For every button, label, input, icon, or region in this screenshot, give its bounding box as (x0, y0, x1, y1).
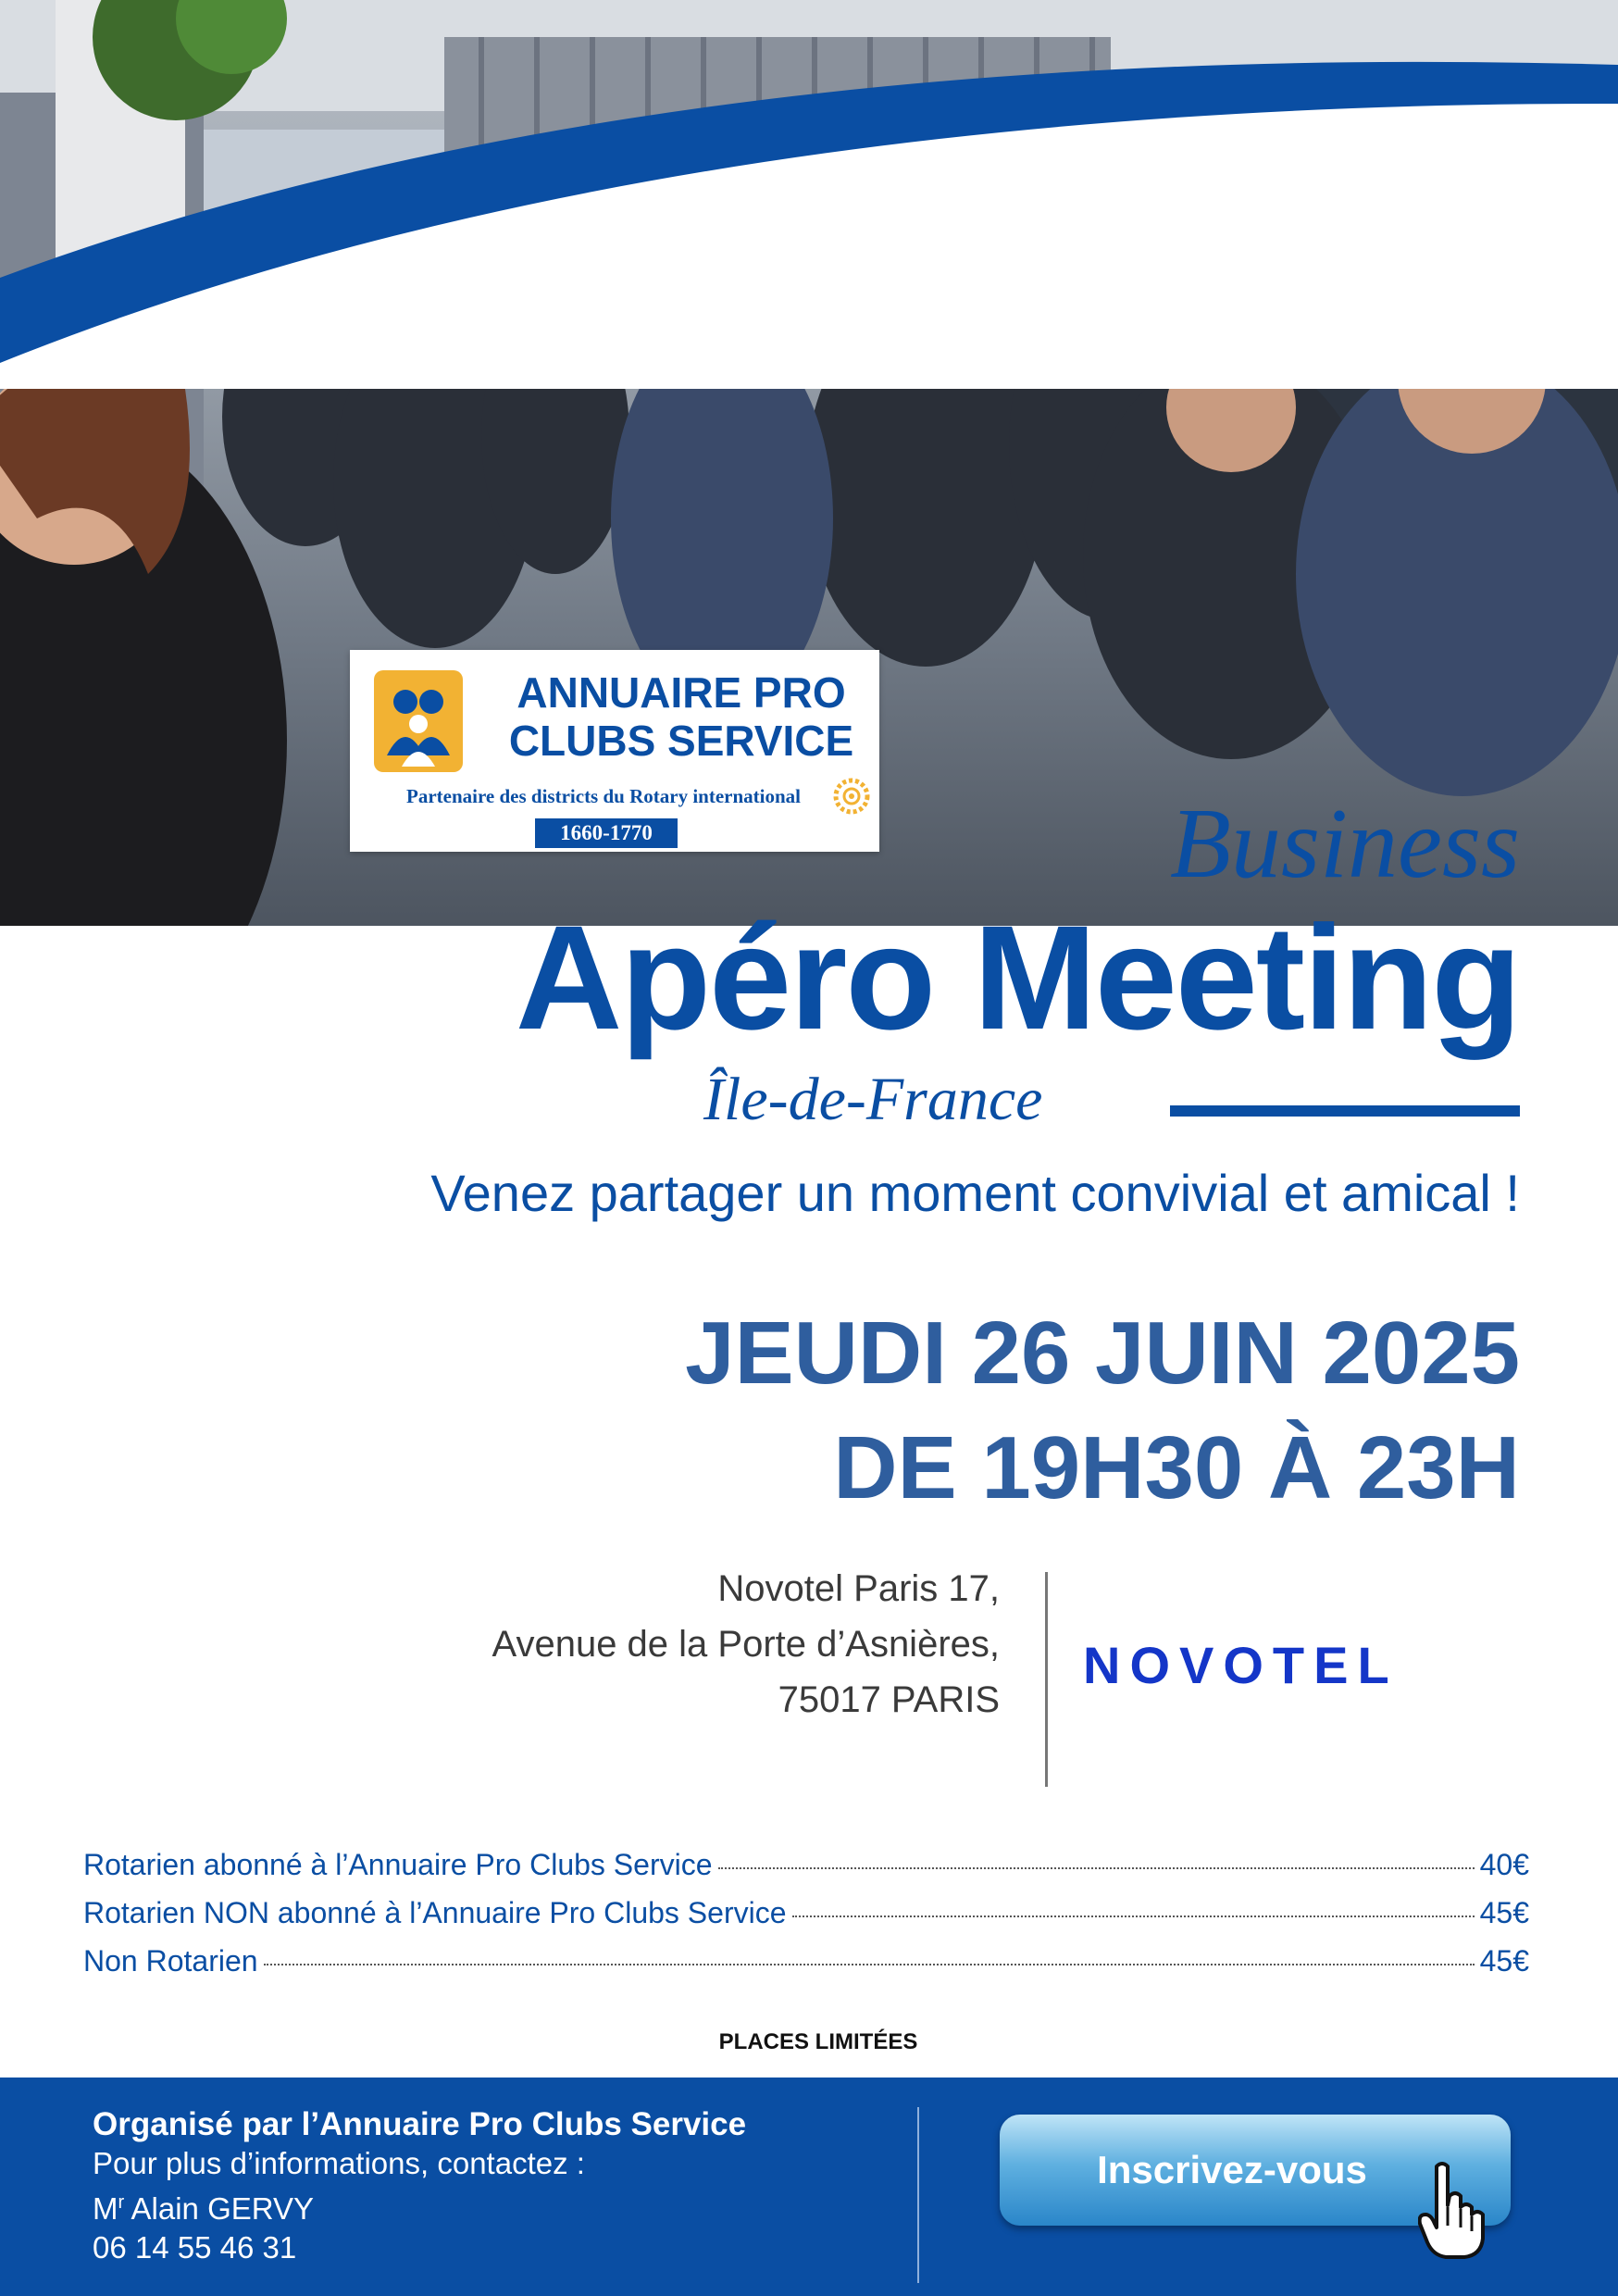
logo-title: ANNUAIRE PRO CLUBS SERVICE (508, 668, 854, 765)
headline-region: Île-de-France (703, 1066, 1043, 1133)
price-value: 45€ (1479, 1944, 1529, 1978)
headline-title: Apéro Meeting (515, 894, 1520, 1060)
headline-kicker: Business (1170, 789, 1520, 899)
logo-years-badge: 1660-1770 (535, 818, 678, 848)
headline-rule (1170, 1105, 1520, 1117)
header-wave (0, 0, 1618, 389)
footer-organizer: Organisé par l’Annuaire Pro Clubs Service (93, 2106, 747, 2142)
venue-line-2: Avenue de la Porte d’Asnières, (492, 1624, 1000, 1665)
annuaire-logo (350, 650, 879, 852)
price-leader (264, 1964, 1475, 1965)
price-list (83, 1848, 1529, 1992)
event-date-time: DE 19H30 À 23H (833, 1418, 1520, 1517)
pointer-hand-icon (1418, 2159, 1488, 2261)
footer-bar (0, 2078, 1618, 2296)
price-label: Rotarien NON abonné à l’Annuaire Pro Clubs Service (83, 1896, 787, 1929)
price-leader (792, 1915, 1475, 1917)
logo-subtitle: Partenaire des districts du Rotary international (406, 785, 801, 807)
footer-phone: 06 14 55 46 31 (93, 2230, 297, 2265)
register-button-label: Inscrivez-vous (1097, 2148, 1367, 2191)
footer-info-text: Pour plus d’informations, contactez : (93, 2146, 585, 2180)
price-row (83, 1848, 1529, 1896)
logo-people-icon (374, 670, 463, 772)
footer-contact (93, 2105, 746, 2267)
headline-tagline: Venez partager un moment convivial et amical ! (430, 1164, 1520, 1222)
novotel-logo: NOVOTEL (1083, 1636, 1399, 1694)
rotary-wheel-icon (833, 778, 870, 815)
footer-divider (917, 2107, 919, 2283)
footer-contact-name: $M^r$ Alain GERVY (93, 2191, 315, 2226)
price-row (83, 1896, 1529, 1944)
price-label: Non Rotarien (83, 1944, 258, 1978)
venue-line-1: Novotel Paris 17, (717, 1568, 1000, 1609)
venue-address (492, 1561, 1001, 1728)
venue-line-3: 75017 PARIS (778, 1679, 1000, 1720)
price-value: 45€ (1479, 1896, 1529, 1929)
price-value: 40€ (1479, 1848, 1529, 1881)
places-limited-note: PLACES LIMITÉES (718, 2029, 918, 2054)
venue-divider (1045, 1572, 1048, 1787)
event-date-day: JEUDI 26 JUIN 2025 (685, 1304, 1520, 1403)
price-row (83, 1944, 1529, 1992)
price-leader (718, 1867, 1475, 1869)
event-date (685, 1296, 1520, 1526)
price-label: Rotarien abonné à l’Annuaire Pro Clubs Service (83, 1848, 713, 1881)
